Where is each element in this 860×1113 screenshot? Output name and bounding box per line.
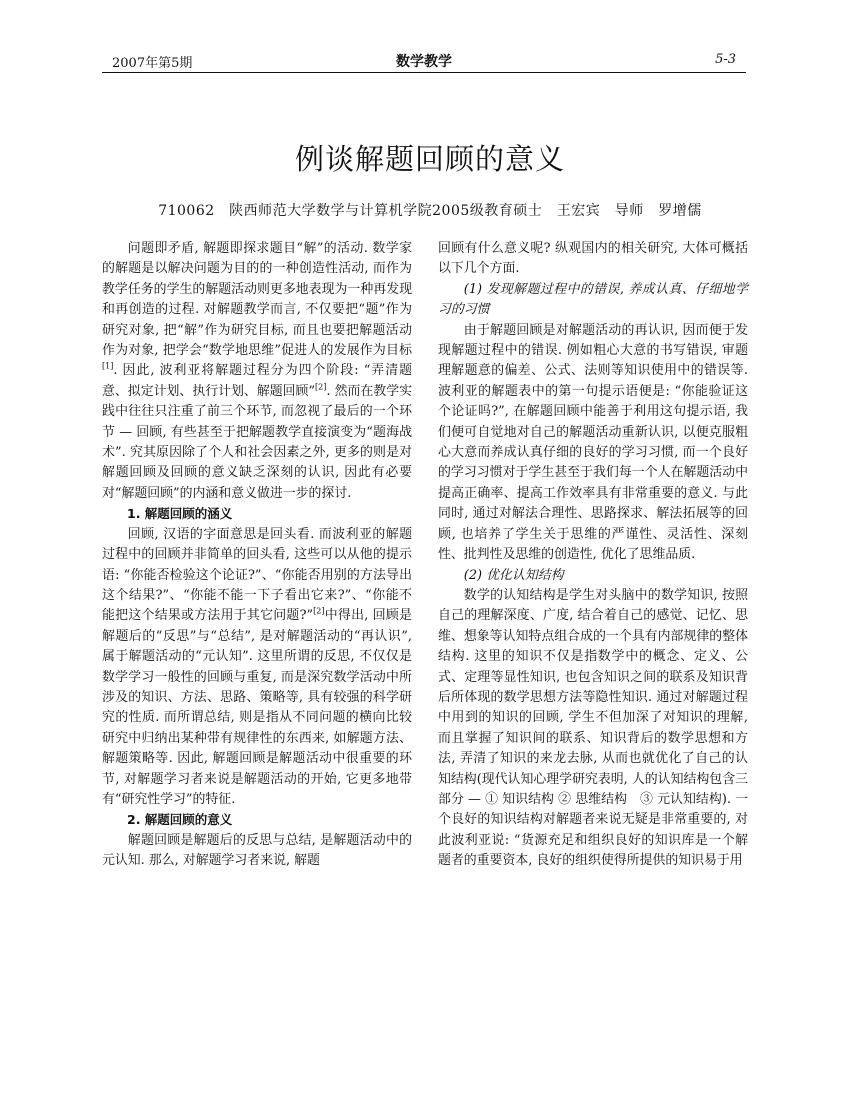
page-number: 5-3: [715, 52, 736, 67]
subsection-1-paragraph: 由于解题回顾是对解题活动的再认识, 因而便于发现解题过程中的错误. 例如粗心大意的书写错误, 审题理解题意的偏差、公式、法则等知识使用中的错误等. 波利亚的解题表中的第一句提示语便是: “你能验证这个论证吗?”, 在解题回顾中能善于利用这句提示语, 我们便可自觉地对自己的解题活动重新认识, 以便克服粗心大意而养成认真仔细的良好的学习习惯, 而一个良好的学习习惯对于学生甚至于我们每一个人在解题活动中提高正确率、提高工作效率具有非常重要的意义. 与此同时, 通过对解法合理性、思路探求、解法拓展等的回顾, 也培养了学生关于思维的严谨性、灵活性、深刻性、批判性及思维的创造性, 优化了思维品质.: [438, 322, 748, 563]
continued-paragraph: 回顾有什么意义呢? 纵观国内的相关研究, 大体可概括以下几个方面.: [438, 241, 748, 277]
section-2-paragraph: 解题回顾是解题后的反思与总结, 是解题活动中的元认知. 那么, 对解题学习者来说, 解题: [102, 832, 412, 869]
citation-2: [2]: [315, 382, 327, 392]
journal-name: 数学教学: [396, 54, 452, 70]
subsection-2-paragraph: 数学的认知结构是学生对头脑中的数学知识, 按照自己的理解深度、广度, 结合着自己的感觉、记忆、思维、想象等认知特点组合成的一个具有内部规律的整体结构. 这里的知识不仅是指数学中的概念、定义、公式、定理等显性知识, 也包含知识之间的联系及知识背后所体现的数学思想方法等隐性知识. 通过对解题过程中用到的知识的回顾, 学生不但加深了对知识的理解, 而且掌握了知识间的联系、知识背后的数学思想和方法, 弄清了知识的来龙去脉, 从而也就优化了自己的认知结构(现代认知心理学研究表明, 人的认知结构包含三部分 — ① 知识结构 ② 思维结构 ③ 元认知结构). 一个良好的知识结构对解题者来说无疑是非常重要的, 对此波利亚说: “货源充足和组织良好的知识库是一个解题者的重要资本, 良好的组织使得所提供的知识易于用: [438, 587, 748, 869]
citation-1: [1]: [102, 362, 114, 372]
article-title: 例谈解题回顾的意义: [294, 142, 565, 176]
subsection-heading-1: (1) 发现解题过程中的错误, 养成认真、仔细地学习的习惯: [438, 281, 748, 318]
section-1-paragraph: 回顾, 汉语的字面意思是回头看. 而波利亚的解题过程中的回顾并非简单的回头看, 这些可以从他的提示语: “你能否检验这个论证?”、“你能否用别的方法导出这个结果?”、“你能不能一下子看出它来?”、“你能不能把这个结果或方法用于其它问题?”[2]中得出, 回顾是解题后的“反思”与“总结”, 是对解题活动的“再认识”, 属于解题活动的“元认知”. 这里所谓的反思, 不仅仅是数学学习一般性的回顾与重复, 而是深究数学活动中所涉及的知识、方法、思路、策略等, 具有较强的科学研究的性质. 而所谓总结, 则是指从不同问题的横向比较研究中归纳出某种带有规律性的东西来, 如解题方法、解题策略等. 因此, 解题回顾是解题活动中很重要的环节, 对解题学习者来说是解题活动的开始, 它更多地带有“研究性学习”的特征.: [102, 526, 412, 807]
running-header: [102, 50, 746, 73]
citation-2b: [2]: [313, 607, 325, 617]
subsection-heading-2: (2) 优化认知结构: [463, 567, 564, 583]
issue-label: 2007年第5期: [112, 56, 193, 71]
right-column: [438, 239, 748, 872]
section-heading-1: 1. 解题回顾的涵义: [127, 506, 233, 522]
section-heading-2: 2. 解题回顾的意义: [127, 812, 233, 828]
author-affiliation: 710062 陕西师范大学数学与计算机学院2005级教育硕士 王宏宾 导师 罗增儒: [158, 203, 702, 219]
intro-paragraph: 问题即矛盾, 解题即探求题目“解”的活动. 数学家的解题是以解决问题为目的的一种创造性活动, 而作为教学任务的学生的解题活动则更多地表现为一种再发现和再创造的过程. 对解题教学而言, 不仅要把“题”作为研究对象, 把“解”作为研究目标, 而且也要把解题活动作为对象, 把学会“数学地思维”促进人的发展作为目标[1]. 因此, 波利亚将解题过程分为四个阶段: “弄清题意、拟定计划、执行计划、解题回顾”[2]. 然而在教学实践中往往只注重了前三个环节, 而忽视了最后的一个环节 — 回顾, 有些甚至于把解题教学直接演变为“题海战术”. 究其原因除了个人和社会因素之外, 更多的则是对解题回顾及回顾的意义缺乏深刻的认识, 因此有必要对“解题回顾”的内涵和意义做进一步的探讨.: [102, 241, 413, 501]
left-column: [102, 239, 412, 872]
